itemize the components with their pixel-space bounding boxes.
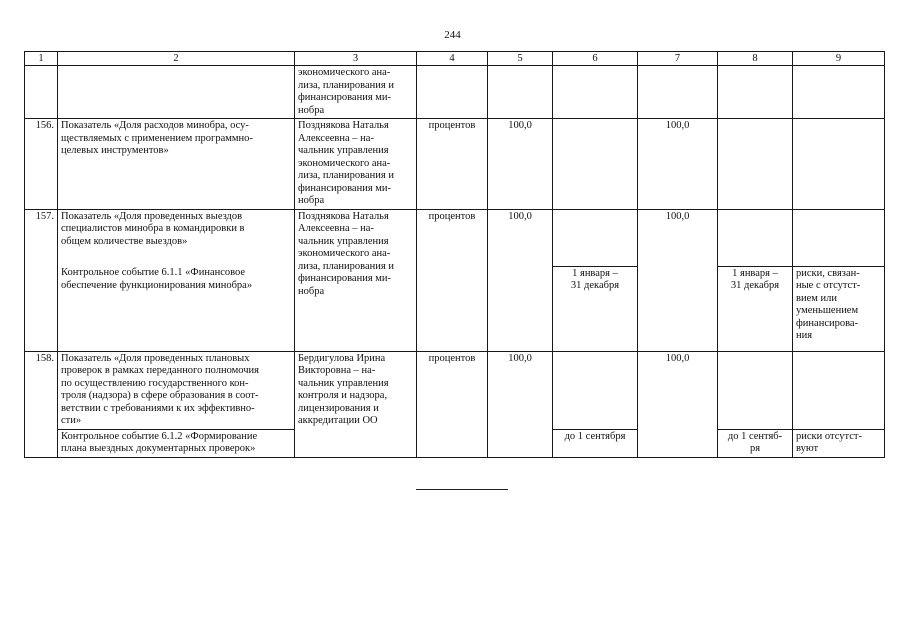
- responsible-cell: Бердигулова Ирина Викторовна – на- чальник управления контроля и надзора, лицензирования и аккредитации ОО: [295, 351, 417, 457]
- unit-cell: процентов: [417, 351, 488, 457]
- column-header: 4: [417, 52, 488, 66]
- column-header: 5: [488, 52, 553, 66]
- risk-cell: риски, связан- ные с отсутст- вием или уменьшением финансирова- ния: [793, 266, 885, 351]
- control-event-cell: Контрольное событие 6.1.1 «Финансовое обеспечение функционирования минобра»: [58, 266, 295, 351]
- responsible-cell: Позднякова Наталья Алексеевна – на- чальник управления экономического ана- лиза, планирования и финансирования ми- нобра: [295, 119, 417, 210]
- date-cell: до 1 сентября: [553, 429, 638, 457]
- value-cell: 100,0: [488, 351, 553, 457]
- date-cell: до 1 сентяб- ря: [718, 429, 793, 457]
- date-cell: 1 января – 31 декабря: [718, 266, 793, 351]
- table-row-157: [25, 209, 885, 266]
- row-number: 158.: [25, 351, 58, 457]
- table-row-continuation: [25, 66, 885, 119]
- indicator-cell: Показатель «Доля проведенных плановых проверок в рамках переданного полномочия по осуществлению государственного кон- троля (надзора) в сфере образования в соот- ветствии с требованиями к их эффективно- сти»: [58, 351, 295, 429]
- page-number: 244: [444, 29, 461, 41]
- unit-cell: процентов: [417, 209, 488, 351]
- unit-cell: процентов: [417, 119, 488, 210]
- column-header: 3: [295, 52, 417, 66]
- plan-table: [24, 51, 885, 458]
- row-number: 156.: [25, 119, 58, 210]
- column-header: 1: [25, 52, 58, 66]
- value-cell: 100,0: [638, 119, 718, 210]
- table-row-158: [25, 351, 885, 429]
- value-cell: 100,0: [488, 119, 553, 210]
- row-number: 157.: [25, 209, 58, 351]
- indicator-cell: Показатель «Доля проведенных выездов специалистов минобра в командировки в общем количестве выездов»: [58, 209, 295, 266]
- date-cell: 1 января – 31 декабря: [553, 266, 638, 351]
- table-row-156: [25, 119, 885, 210]
- responsible-cell: Позднякова Наталья Алексеевна – на- чальник управления экономического ана- лиза, планирования и финансирования ми- нобра: [295, 209, 417, 351]
- column-header: 6: [553, 52, 638, 66]
- value-cell: 100,0: [638, 209, 718, 351]
- header-row: [25, 52, 885, 66]
- control-event-cell: Контрольное событие 6.1.2 «Формирование плана выездных документарных проверок»: [58, 429, 295, 457]
- column-header: 9: [793, 52, 885, 66]
- column-header: 2: [58, 52, 295, 66]
- footer-divider: [416, 489, 508, 490]
- responsible-cell: экономического ана- лиза, планирования и финансирования ми- нобра: [295, 66, 417, 119]
- value-cell: 100,0: [488, 209, 553, 351]
- column-header: 8: [718, 52, 793, 66]
- value-cell: 100,0: [638, 351, 718, 457]
- column-header: 7: [638, 52, 718, 66]
- risk-cell: риски отсутст- вуют: [793, 429, 885, 457]
- indicator-cell: Показатель «Доля расходов минобра, осу- ществляемых с применением программно- целевых инструментов»: [58, 119, 295, 210]
